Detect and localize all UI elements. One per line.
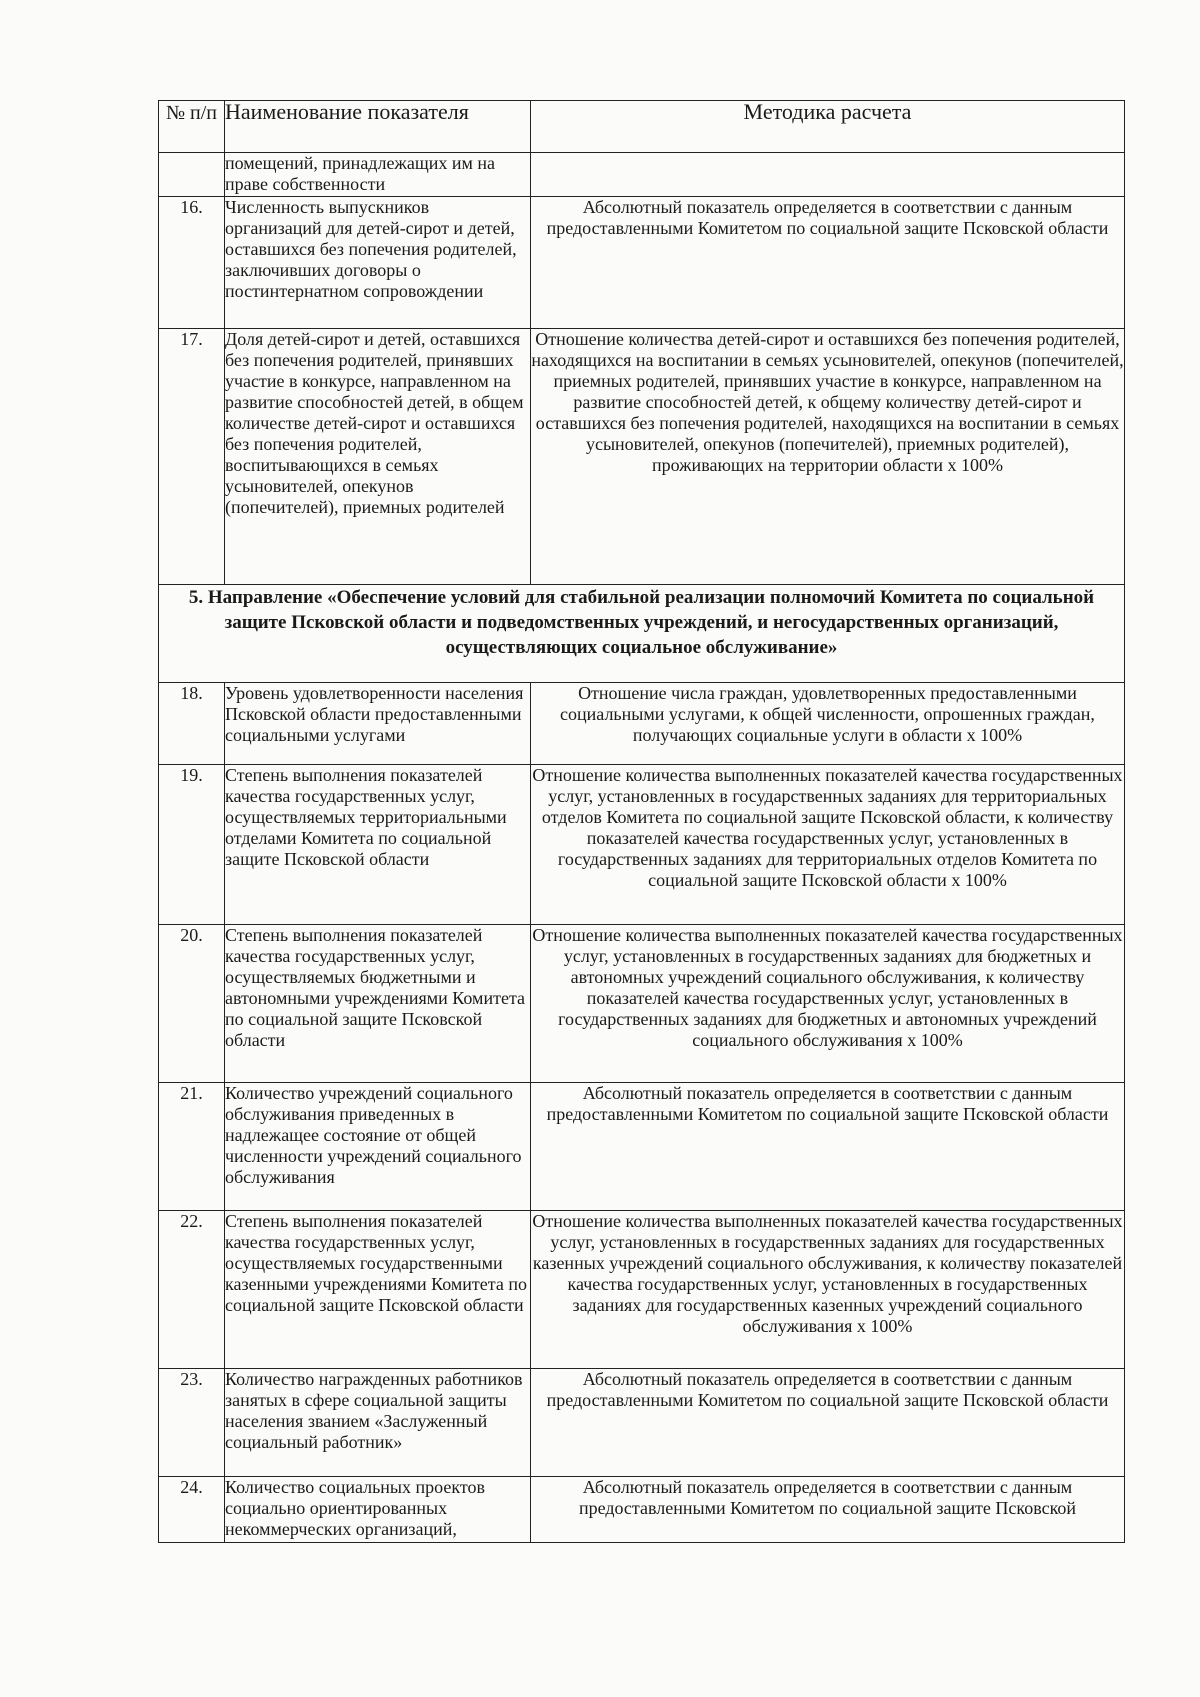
section-heading: 5. Направление «Обеспечение условий для стабильной реализации полномочий Комитета по социальной защите Псковской области и подведомственных учреждений, и негосударственных организаций, осуществляющих социальное обслуживание»	[188, 587, 1095, 658]
row-indicator-name: помещений, принадлежащих им на праве собственности	[225, 153, 531, 197]
row-calculation-method: Отношение количества выполненных показателей качества государственных услуг, установленных в государственных заданиях для бюджетных и автономных учреждений социального обслуживания, к количеству показателей качества государственных услуг, установленных в государственных заданиях для бюджетных и автономных учреждений социального обслуживания x 100%	[531, 925, 1125, 1083]
table-row	[159, 1477, 1125, 1543]
row-number: 17.	[159, 329, 225, 585]
row-calculation-method: Абсолютный показатель определяется в соответствии с данным предоставленными Комитетом по социальной защите Псковской области	[531, 1369, 1125, 1477]
table-row	[159, 1211, 1125, 1369]
row-indicator-name: Уровень удовлетворенности населения Псковской области предоставленными социальными услугами	[225, 683, 531, 765]
row-number: 21.	[159, 1083, 225, 1211]
row-indicator-name: Количество награжденных работников занятых в сфере социальной защиты населения званием «Заслуженный социальный работник»	[225, 1369, 531, 1477]
row-number: 24.	[159, 1477, 225, 1543]
row-calculation-method: Отношение числа граждан, удовлетворенных предоставленными социальными услугами, к общей численности, опрошенных граждан, получающих социальные услуги в области x 100%	[531, 683, 1125, 765]
row-number: 22.	[159, 1211, 225, 1369]
row-indicator-name: Степень выполнения показателей качества государственных услуг, осуществляемых бюджетными и автономными учреждениями Комитета по социальной защите Псковской области	[225, 925, 531, 1083]
header-indicator-name: Наименование показателя	[225, 101, 531, 153]
row-indicator-name: Количество социальных проектов социально ориентированных некоммерческих организаций,	[225, 1477, 531, 1543]
row-calculation-method: Абсолютный показатель определяется в соответствии с данным предоставленными Комитетом по социальной защите Псковской	[531, 1477, 1125, 1543]
table-row	[159, 765, 1125, 925]
table-row	[159, 329, 1125, 585]
row-indicator-name: Количество учреждений социального обслуживания приведенных в надлежащее состояние от общей численности учреждений социального обслуживания	[225, 1083, 531, 1211]
header-calculation-method: Методика расчета	[531, 101, 1125, 153]
row-indicator-name: Доля детей-сирот и детей, оставшихся без попечения родителей, принявших участие в конкурсе, направленном на развитие способностей детей, в общем количестве детей-сирот и оставшихся без попечения родителей, воспитывающихся в семьях усыновителей, опекунов (попечителей), приемных родителей	[225, 329, 531, 585]
table-row	[159, 197, 1125, 329]
section-spacer	[165, 660, 1118, 682]
section-heading-cell	[159, 585, 1125, 683]
section-row	[159, 585, 1125, 683]
row-number	[159, 153, 225, 197]
row-calculation-method: Абсолютный показатель определяется в соответствии с данным предоставленными Комитетом по социальной защите Псковской области	[531, 197, 1125, 329]
table-row	[159, 925, 1125, 1083]
row-indicator-name: Степень выполнения показателей качества государственных услуг, осуществляемых территориальными отделами Комитета по социальной защите Псковской области	[225, 765, 531, 925]
table-row	[159, 1369, 1125, 1477]
header-number: № п/п	[159, 101, 225, 153]
table-row	[159, 683, 1125, 765]
row-calculation-method	[531, 153, 1125, 197]
table-row	[159, 1083, 1125, 1211]
row-number: 20.	[159, 925, 225, 1083]
table-header-row	[159, 101, 1125, 153]
row-number: 16.	[159, 197, 225, 329]
table-row	[159, 153, 1125, 197]
row-calculation-method: Отношение количества выполненных показателей качества государственных услуг, установленных в государственных заданиях для государственных казенных учреждений социального обслуживания, к количеству показателей качества государственных услуг, установленных в государственных заданиях для государственных казенных учреждений социального обслуживания x 100%	[531, 1211, 1125, 1369]
row-calculation-method: Абсолютный показатель определяется в соответствии с данным предоставленными Комитетом по социальной защите Псковской области	[531, 1083, 1125, 1211]
row-number: 23.	[159, 1369, 225, 1477]
row-calculation-method: Отношение количества детей-сирот и оставшихся без попечения родителей, находящихся на воспитании в семьях усыновителей, опекунов (попечителей, приемных родителей, принявших участие в конкурсе, направленном на развитие способностей детей, к общему количеству детей-сирот и оставшихся без попечения родителей, находящихся на воспитании в семьях усыновителей, опекунов (попечителей), приемных родителей), проживающих на территории области x 100%	[531, 329, 1125, 585]
row-number: 19.	[159, 765, 225, 925]
row-number: 18.	[159, 683, 225, 765]
indicators-table	[158, 100, 1125, 1543]
row-indicator-name: Степень выполнения показателей качества государственных услуг, осуществляемых государственными казенными учреждениями Комитета по социальной защите Псковской области	[225, 1211, 531, 1369]
row-calculation-method: Отношение количества выполненных показателей качества государственных услуг, установленных в государственных заданиях для территориальных отделов Комитета по социальной защите Псковской области, к количеству показателей качества государственных услуг, установленных в государственных заданиях для территориальных отделов Комитета по социальной защите Псковской области x 100%	[531, 765, 1125, 925]
row-indicator-name: Численность выпускников организаций для детей-сирот и детей, оставшихся без попечения родителей, заключивших договоры о постинтернатном сопровождении	[225, 197, 531, 329]
